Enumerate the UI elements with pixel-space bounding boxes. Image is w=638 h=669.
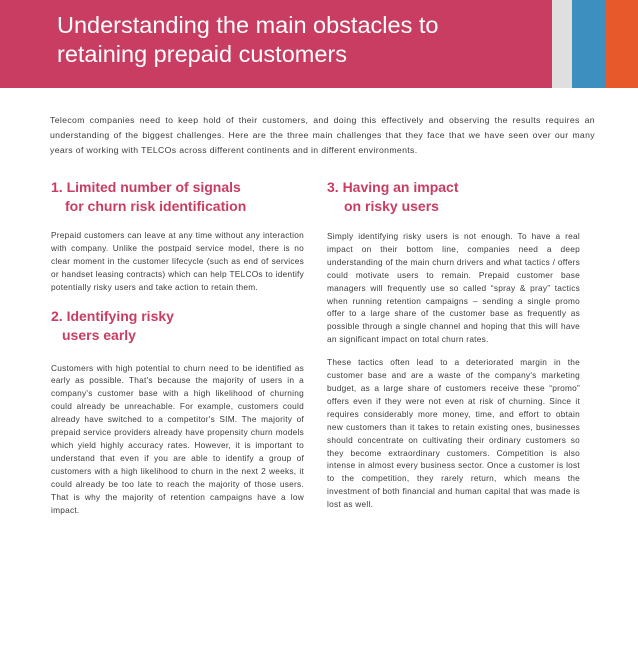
section-3-heading-line1: 3. Having an impact — [327, 179, 459, 195]
section-1-paragraph: Prepaid customers can leave at any time without any interaction with company. Unlike the postpaid service model, there is no clear moment in the customer lifecycle (such as end of services or handset leasing contracts) which can help TELCOs to identify potentially risky users and take action to retain them. — [51, 230, 304, 292]
decorative-stripe-grey — [552, 0, 572, 88]
page-title-line1: Understanding the main obstacles to — [57, 12, 439, 38]
section-3-paragraph-1: Simply identifying risky users is not enough. To have a real impact on their bottom line, companies need a deep understanding of the main churn drivers and what tactics / offers could motivate users to remain. Prepaid customer base managers will frequently use so called “spray & pray” tactics when running retention campaigns – sending a single promo offer to a large share of the customer base as frequently as possible through a single channel and hoping that this will have an significant impact on total churn rates. — [327, 231, 580, 345]
section-1-heading-line1: 1. Limited number of signals — [51, 179, 241, 195]
section-2-paragraph: Customers with high potential to churn need to be identified as early as possible. That's because the majority of users in a company's customer base with a high likelihood of churning could already be unreachable. For example, customers could already have switched to a competitor's SIM. The majority of prepaid service providers already have propensity churn models which yield highly accuracy rates. However, it is important to understand that even if you are able to identify a group of customers with a high likelihood to churn in the next 2 weeks, it could already be too late to reach the majority of those users. That is why the majority of retention campaigns have a low impact. — [51, 362, 304, 515]
intro-paragraph: Telecom companies need to keep hold of their customers, and doing this effectively and observing the results requires an understanding of the biggest challenges. Here are the three main challenges that they face that we have seen over our many years of working with TELCOs across different continents and in different environments. — [50, 115, 595, 155]
section-2-heading — [51, 307, 304, 345]
section-3-heading-line2: on risky users — [344, 198, 439, 214]
left-column — [51, 178, 304, 516]
section-1-heading-line2: for churn risk identification — [65, 198, 247, 214]
decorative-stripe-blue — [572, 0, 605, 88]
section-2-heading-line2: users early — [62, 326, 136, 343]
section-3-paragraph-2: These tactics often lead to a deteriorated margin in the customer base and are a waste of the company's marketing budget, as a large share of customers receive these “promo” offers even if they were not even at risk of churning. Since it requires considerably more money, time, and effort to obtain new customers than it takes to retain existing ones, businesses should concentrate on cultivating their ordinary customers so they become extraordinary customers. Competition is also intense in almost every business sector. Once a customer is lost to the competition, they rarely return, which means the investment of both financial and human capital that was made is lost as well. — [327, 357, 580, 510]
page-title-line2: retaining prepaid customers — [57, 41, 347, 67]
right-column — [327, 178, 580, 511]
section-2-heading-line1: 2. Identifying risky — [51, 307, 174, 324]
section-3-heading — [327, 178, 580, 216]
decorative-stripe-orange — [605, 0, 638, 88]
page-title — [57, 11, 537, 69]
section-1-heading — [51, 178, 304, 216]
